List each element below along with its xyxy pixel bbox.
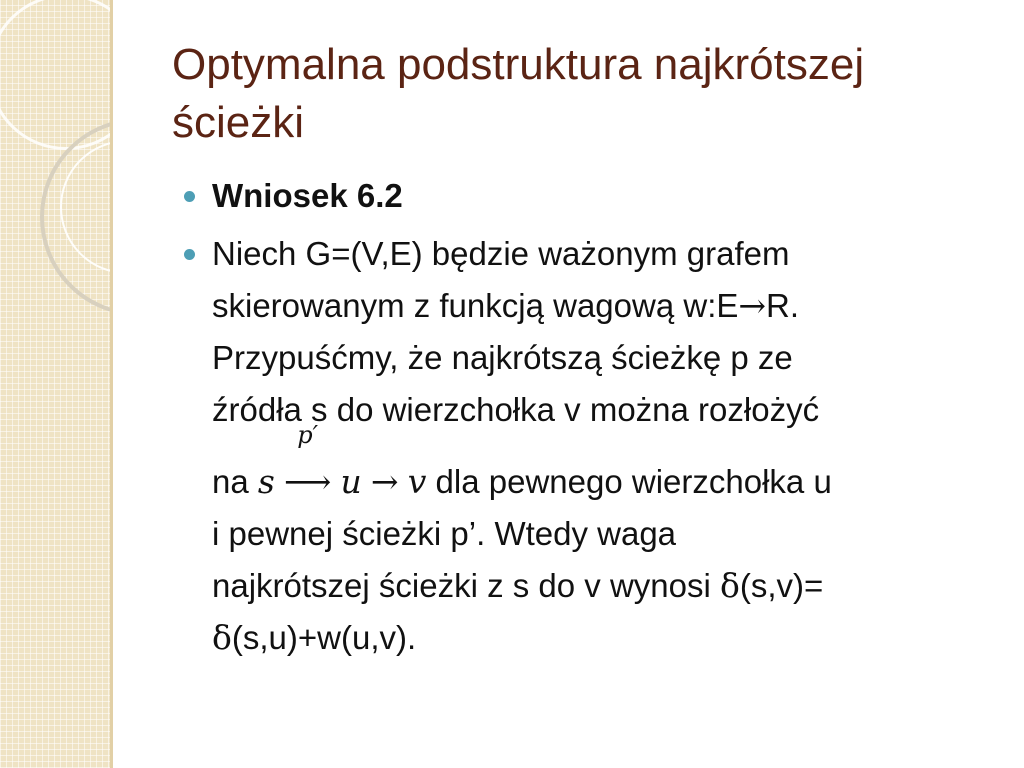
- delta-symbol: δ: [720, 566, 740, 605]
- labeled-long-arrow: [283, 421, 332, 508]
- sidebar-divider: [110, 0, 113, 768]
- statement-line-with-math: [212, 421, 832, 508]
- slide-title: Optymalna podstruktura najkrótszej ścieżki: [172, 40, 865, 147]
- statement-line: (s,u)+w(u,v).: [231, 619, 417, 656]
- statement-line: skierowanym z funkcją wagową w:E: [212, 287, 739, 324]
- bullet-statement: [184, 228, 1004, 664]
- statement-line: najkrótszej ścieżki z s do v wynosi: [212, 567, 721, 604]
- math-v: v: [407, 462, 427, 501]
- math-arrow-symbol: →: [370, 462, 399, 501]
- math-s: s: [257, 462, 275, 501]
- bullet-heading: [184, 170, 1004, 222]
- statement-text: dla pewnego wierzchołka u: [426, 463, 832, 500]
- statement-line: Niech G=(V,E) będzie ważonym grafem: [212, 235, 790, 272]
- statement-line: (s,v)=: [739, 567, 824, 604]
- math-u: u: [340, 462, 362, 501]
- statement-text: na: [212, 463, 258, 500]
- delta-symbol: δ: [212, 618, 232, 657]
- heading-text: Wniosek 6.2: [212, 177, 403, 214]
- long-arrow-symbol: ⟶: [283, 462, 332, 501]
- statement-line: Przypuśćmy, że najkrótszą ścieżkę p ze: [212, 339, 793, 376]
- decorative-sidebar: [0, 0, 112, 768]
- statement-line: R.: [766, 287, 800, 324]
- statement-line: źródła s do wierzchołka v można rozłożyć: [212, 391, 820, 428]
- statement-line: i pewnej ścieżki p’. Wtedy waga: [212, 515, 677, 552]
- right-arrow-symbol: →: [738, 286, 767, 325]
- math-p-prime: p′: [297, 421, 319, 449]
- slide-body: [184, 170, 1004, 664]
